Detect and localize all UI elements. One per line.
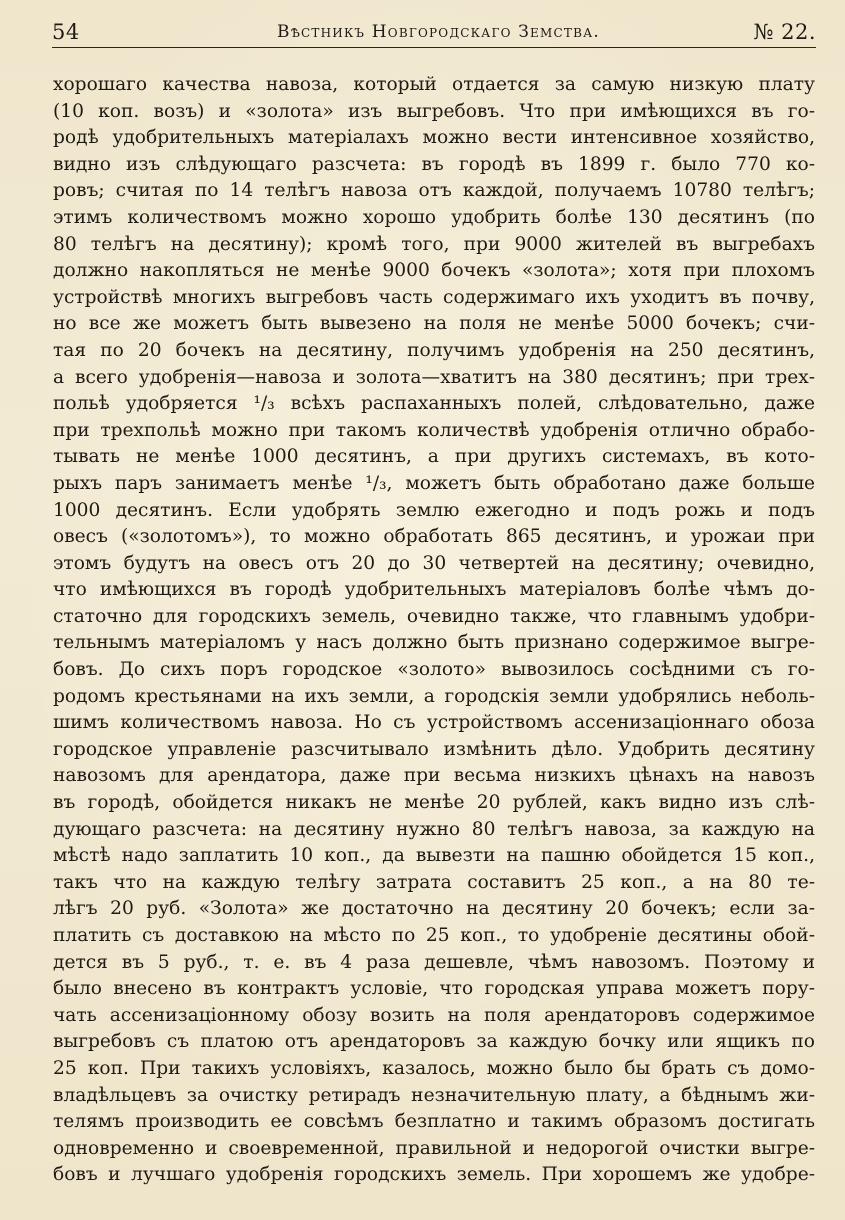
page-number: 54: [52, 20, 80, 44]
text-line: навозомъ для арендатора, даже при весьма низкихъ цѣнахъ на навозъ: [53, 765, 815, 787]
header-rule: [52, 47, 816, 48]
text-line: въ городѣ, обойдется никакъ не менѣе 20 рублей, какъ видно изъ слѣ-: [53, 792, 815, 814]
text-line: этомъ будутъ на овесъ отъ 20 до 30 четвертей на десятину; очевидно,: [53, 552, 815, 574]
text-line: платить съ доставкою на мѣсто по 25 коп., то удобреніе десятины обой-: [53, 925, 815, 946]
text-line: родомъ крестьянами на ихъ земли, а городскія земли удобрялись неболь-: [53, 685, 815, 707]
text-line: ровъ; считая по 14 телѣгъ навоза отъ каждой, получаемъ 10780 телѣгъ;: [53, 180, 815, 202]
text-line: этимъ количествомъ можно хорошо удобрить болѣе 130 десятинъ (по: [53, 206, 815, 228]
text-line: чать ассенизаціонному обозу возить на поля арендаторовъ содержимое: [53, 1004, 815, 1026]
running-header: [52, 18, 816, 48]
text-line: (10 коп. возъ) и «золота» изъ выгребовъ. Что при имѣющихся въ го-: [53, 100, 815, 122]
text-line: устройствѣ многихъ выгребовъ часть содержимаго ихъ уходитъ въ почву,: [53, 286, 815, 308]
text-line: владѣльцевъ за очистку ретирадъ незначительную плату, а бѣднымъ жи-: [53, 1084, 815, 1106]
text-line: но все же можетъ быть вывезено на поля не менѣе 5000 бочекъ; счи-: [53, 313, 815, 335]
journal-title: Вѣстникъ Новгородскаго Земства.: [277, 22, 600, 42]
text-line: телямъ производить ее совсѣмъ безплатно и такимъ образомъ достигать: [53, 1111, 815, 1133]
text-line: польѣ удобряется ¹/₃ всѣхъ распаханныхъ полей, слѣдовательно, даже: [53, 393, 815, 415]
issue-number: № 22.: [753, 20, 816, 44]
text-line: рыхъ паръ занимаетъ менѣе ¹/₃, можетъ быть обработано даже больше: [53, 472, 815, 494]
text-line: тельнымъ матеріаломъ у насъ должно быть признано содержимое выгре-: [53, 632, 815, 654]
text-line: бовъ и лучшаго удобренія городскихъ земель. При хорошемъ же удобре-: [53, 1164, 815, 1186]
text-line: 80 телѣгъ на десятину); кромѣ того, при 9000 жителей въ выгребахъ: [53, 233, 815, 255]
text-line: 1000 десятинъ. Если удобрять землю ежегодно и подъ рожь и подъ: [53, 499, 815, 521]
text-line: такъ что на каждую телѣгу затрата составитъ 25 коп., а на 80 те-: [53, 871, 815, 893]
text-line: тывать не менѣе 1000 десятинъ, а при другихъ системахъ, въ кото-: [53, 446, 815, 468]
text-line: родѣ удобрительныхъ матеріалахъ можно вести интенсивное хозяйство,: [53, 127, 815, 149]
text-line: было внесено въ контрактъ условіе, что городская управа можетъ пору-: [53, 978, 815, 1000]
text-line: выгребовъ съ платою отъ арендаторовъ за каждую бочку или ящикъ по: [53, 1031, 815, 1053]
text-line: тая по 20 бочекъ на десятину, получимъ удобренія на 250 десятинъ,: [53, 339, 815, 361]
text-line: мѣстѣ надо заплатить 10 коп., да вывезти на пашню обойдется 15 коп.,: [53, 845, 815, 867]
text-line: хорошаго качества навоза, который отдается за самую низкую плату: [53, 74, 815, 95]
text-line: лѣгъ 20 руб. «Золота» же достаточно на десятину 20 бочекъ; если за-: [53, 898, 815, 920]
text-line: шимъ количествомъ навоза. Но съ устройствомъ ассенизаціоннаго обоза: [53, 712, 815, 734]
text-line: статочно для городскихъ земель, очевидно также, что главнымъ удобри-: [53, 605, 815, 627]
body-text: [53, 72, 815, 1189]
text-line: должно накопляться не менѣе 9000 бочекъ «золота»; хотя при плохомъ: [53, 260, 815, 282]
text-line: что имѣющихся въ городѣ удобрительныхъ матеріаловъ болѣе чѣмъ до-: [53, 579, 815, 601]
text-line: видно изъ слѣдующаго разсчета: въ городѣ въ 1899 г. было 770 ко-: [53, 153, 815, 175]
text-line: овесъ («золотомъ»), то можно обработать 865 десятинъ, и урожаи при: [53, 526, 815, 548]
text-line: дется въ 5 руб., т. е. въ 4 раза дешевле, чѣмъ навозомъ. Поэтому и: [53, 951, 815, 973]
text-line: городское управленіе разсчитывало измѣнить дѣло. Удобрить десятину: [53, 738, 815, 760]
text-line: при трехпольѣ можно при такомъ количествѣ удобренія отлично обрабо-: [53, 419, 815, 441]
text-line: бовъ. До сихъ поръ городское «золото» вывозилось сосѣдними съ го-: [53, 659, 815, 681]
text-line: одновременно и своевременной, правильной и недорогой очистки выгре-: [53, 1137, 815, 1159]
text-line: 25 коп. При такихъ условіяхъ, казалось, можно было бы брать съ домо-: [53, 1057, 815, 1079]
text-line: а всего удобренія—навоза и золота—хватитъ на 380 десятинъ; при трех-: [53, 366, 815, 388]
text-line: дующаго разсчета: на десятину нужно 80 телѣгъ навоза, за каждую на: [53, 818, 815, 840]
